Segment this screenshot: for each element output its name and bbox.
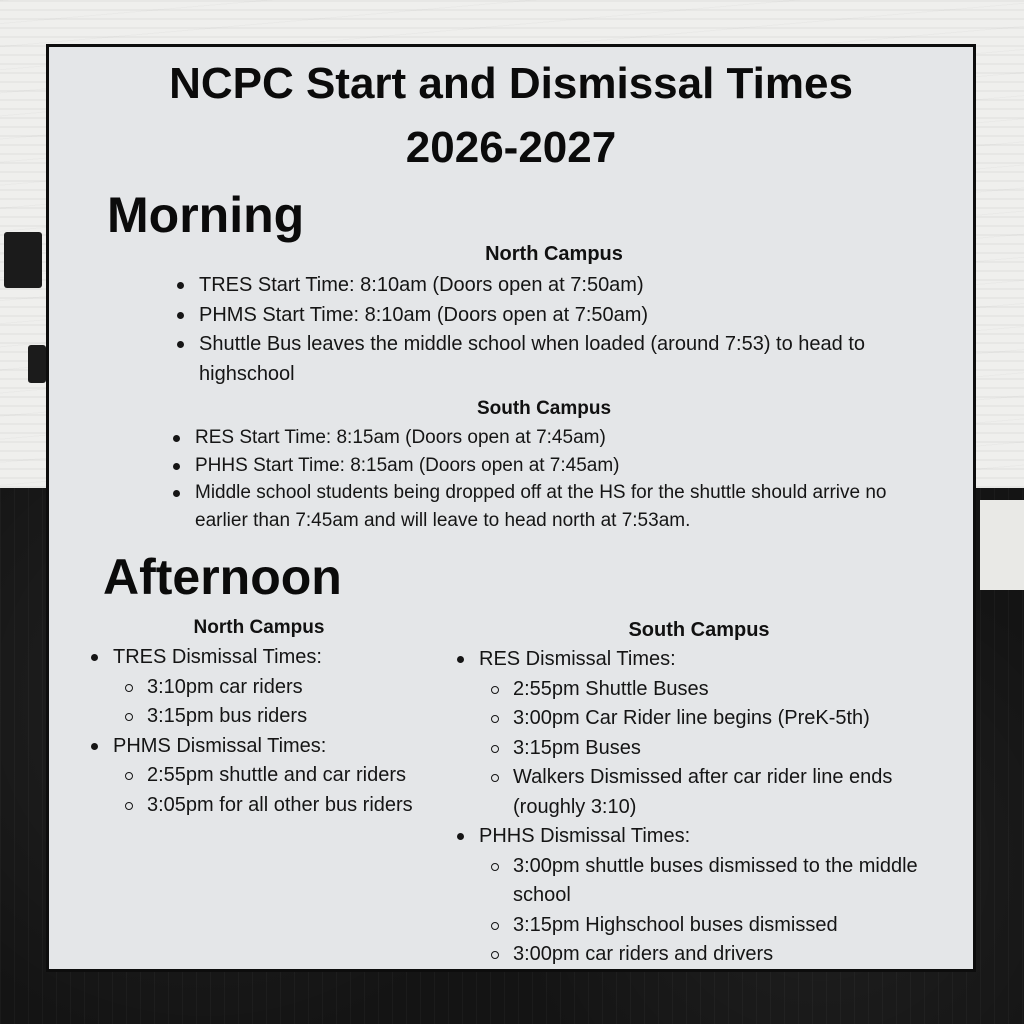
circle-bullet-icon [491, 863, 499, 871]
circle-bullet-icon [491, 774, 499, 782]
afternoon-south-heading: South Campus [628, 619, 770, 641]
list-item: PHMS Dismissal Times: 2:55pm shuttle and car riders 3:05pm for all other bus riders [113, 732, 453, 821]
bullet-icon [177, 341, 184, 348]
schedule-card [46, 44, 976, 972]
list-item: Shuttle Bus leaves the middle school when loaded (around 7:53) to head to highschool [199, 330, 919, 389]
sublist [147, 673, 453, 732]
morning-south-list [195, 424, 935, 534]
circle-bullet-icon [491, 745, 499, 753]
list-item: 2:55pm Shuttle Buses [513, 675, 959, 705]
list-item: 3:15pm Buses [513, 734, 959, 764]
list-item: RES Start Time: 8:15am (Doors open at 7:45am) [195, 424, 935, 452]
title-line-2: 2026-2027 [405, 123, 617, 172]
bullet-icon [173, 435, 180, 442]
list-item: RES Dismissal Times: 2:55pm Shuttle Buses 3:00pm Car Rider line begins (PreK-5th) 3:15pm Buses Walkers Dismissed after car rider line ends (roughly 3:10) [479, 645, 959, 822]
morning-south-heading: South Campus [476, 398, 612, 419]
morning-north-list [199, 271, 919, 389]
circle-bullet-icon [491, 686, 499, 694]
title-line-1: NCPC Start and Dismissal Times [169, 59, 853, 108]
background-edge [980, 500, 1024, 590]
list-item: 2:55pm shuttle and car riders [147, 761, 453, 791]
bullet-icon [177, 312, 184, 319]
sublist [147, 761, 453, 820]
afternoon-north-heading: North Campus [193, 617, 325, 638]
list-item: PHHS Start Time: 8:15am (Doors open at 7:45am) [195, 452, 935, 480]
bullet-icon [457, 833, 464, 840]
bullet-icon [173, 463, 180, 470]
list-item: TRES Dismissal Times: 3:10pm car riders 3:15pm bus riders [113, 643, 453, 732]
sublist [513, 675, 959, 823]
list-item: Middle school students being dropped off at the HS for the shuttle should arrive no earlier than 7:45am and will leave to head north at 7:53am. [195, 479, 935, 534]
circle-bullet-icon [125, 713, 133, 721]
circle-bullet-icon [491, 951, 499, 959]
bullet-icon [457, 656, 464, 663]
morning-heading: Morning [107, 187, 305, 243]
afternoon-south-list [479, 645, 959, 970]
bullet-icon [173, 490, 180, 497]
bullet-icon [91, 654, 98, 661]
list-item: Walkers Dismissed after car rider line ends (roughly 3:10) [513, 763, 959, 822]
circle-bullet-icon [125, 684, 133, 692]
list-item: PHHS Dismissal Times: 3:00pm shuttle buses dismissed to the middle school 3:15pm Highschool buses dismissed 3:00pm car riders and drivers [479, 822, 959, 970]
list-item: 3:15pm bus riders [147, 702, 453, 732]
bullet-icon [177, 282, 184, 289]
circle-bullet-icon [125, 772, 133, 780]
list-item: PHMS Start Time: 8:10am (Doors open at 7:50am) [199, 301, 919, 331]
circle-bullet-icon [125, 802, 133, 810]
afternoon-heading: Afternoon [103, 549, 342, 605]
list-item: 3:05pm for all other bus riders [147, 791, 453, 821]
morning-north-heading: North Campus [485, 243, 623, 265]
circle-bullet-icon [491, 715, 499, 723]
list-item: 3:15pm Highschool buses dismissed [513, 911, 959, 941]
circle-bullet-icon [491, 922, 499, 930]
sublist [513, 852, 959, 970]
list-item: 3:00pm car riders and drivers [513, 940, 959, 970]
list-item: 3:00pm Car Rider line begins (PreK-5th) [513, 704, 959, 734]
bullet-icon [91, 743, 98, 750]
paint-chip [4, 232, 42, 288]
list-item: TRES Start Time: 8:10am (Doors open at 7:50am) [199, 271, 919, 301]
paint-chip [28, 345, 46, 383]
list-item: 3:00pm shuttle buses dismissed to the middle school [513, 852, 959, 911]
list-item: 3:10pm car riders [147, 673, 453, 703]
afternoon-north-list [113, 643, 453, 820]
